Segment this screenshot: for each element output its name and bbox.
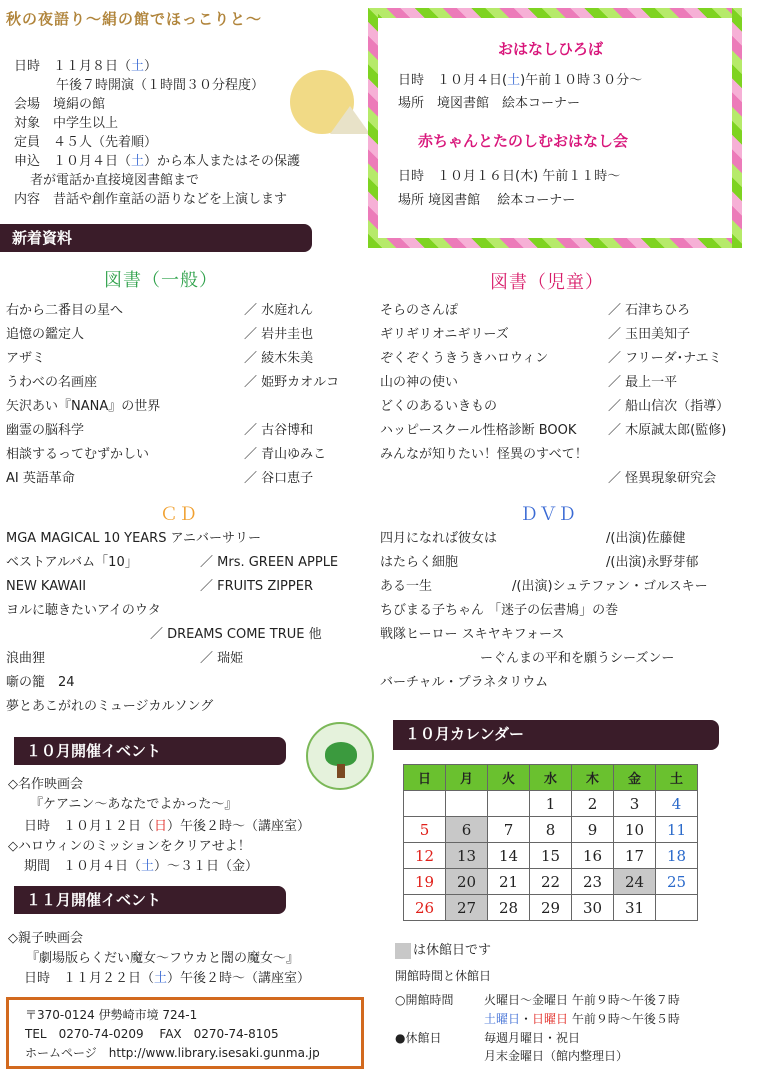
open-hours-label: ○開館時間 bbox=[395, 993, 454, 1007]
calendar-day-cell bbox=[488, 791, 530, 817]
general-book-title: 矢沢あい『NANA』の世界 bbox=[6, 399, 161, 414]
children-book-title: 山の神の使い bbox=[380, 375, 459, 390]
children-book-author: ／ 怪異現象研究会 bbox=[608, 471, 717, 486]
nov-film-title: ◇親子映画会 bbox=[8, 931, 83, 946]
children-book-author: ／ 木原誠太郎(監修) bbox=[608, 423, 727, 438]
calendar-day-cell: 15 bbox=[530, 843, 572, 869]
calendar-weekday-header: 土 bbox=[656, 765, 698, 791]
calendar-weekday-header: 火 bbox=[488, 765, 530, 791]
autumn-date: 日時 １１月８日（土） bbox=[14, 59, 158, 74]
homepage-link[interactable]: ホームページ http://www.library.isesaki.gunma.jp bbox=[25, 1046, 320, 1060]
dvd-credit: /(出演)シュテファン・ゴルスキー bbox=[512, 579, 708, 594]
phone-fax-line: TEL 0270-74-0209 FAX 0270-74-8105 bbox=[25, 1027, 279, 1041]
calendar-day-cell: 10 bbox=[614, 817, 656, 843]
children-book-author: ／ 玉田美知子 bbox=[608, 327, 691, 342]
autumn-event-title: 秋の夜語り～絹の館でほっこりと～ bbox=[6, 10, 263, 28]
dvd-title: ＤＶＤ bbox=[520, 504, 577, 525]
calendar-day-cell: 23 bbox=[572, 869, 614, 895]
cd-title: 浪曲狸 bbox=[6, 651, 46, 666]
cd-title: MGA MAGICAL 10 YEARS アニバーサリー bbox=[6, 531, 261, 546]
calendar-weekday-header: 日 bbox=[404, 765, 446, 791]
general-book-author: ／ 岩井圭也 bbox=[244, 327, 314, 342]
calendar-day-cell: 26 bbox=[404, 895, 446, 921]
dvd-title: ちびまる子ちゃん 「迷子の伝書鳩」の巻 bbox=[380, 603, 619, 618]
general-book-title: うわべの名画座 bbox=[6, 375, 98, 390]
general-book-title: 追憶の鑑定人 bbox=[6, 327, 85, 342]
autumn-capacity: 定員 ４５人（先着順） bbox=[14, 135, 158, 150]
autumn-venue: 会場 境絹の館 bbox=[14, 97, 106, 112]
closed-days-monthend: 月末金曜日（館内整理日） bbox=[484, 1049, 629, 1063]
cd-artist: ／ 瑞姫 bbox=[200, 651, 244, 666]
baby-story-title: 赤ちゃんとたのしむおはなし会 bbox=[418, 132, 629, 150]
calendar-day-cell: 6 bbox=[446, 817, 488, 843]
library-emblem-logo bbox=[306, 722, 374, 790]
children-book-author: ／ フリーダ･ナエミ bbox=[608, 351, 722, 366]
open-hours-weekday: 火曜日～金曜日 午前９時～午後７時 bbox=[484, 993, 680, 1007]
calendar-day-cell: 29 bbox=[530, 895, 572, 921]
calendar-day-cell: 13 bbox=[446, 843, 488, 869]
october-calendar bbox=[403, 764, 698, 921]
cd-title: ベストアルバム「10」 bbox=[6, 555, 138, 570]
calendar-day-cell: 12 bbox=[404, 843, 446, 869]
cd-title: 夢とあこがれのミュージカルソング bbox=[6, 699, 214, 714]
dvd-credit: ーぐんまの平和を願うシーズンー bbox=[480, 651, 675, 666]
general-book-author: ／ 青山ゆみこ bbox=[244, 447, 327, 462]
autumn-apply: 申込 １０月４日（土）から本人またはその保護 bbox=[14, 154, 301, 169]
calendar-day-cell: 11 bbox=[656, 817, 698, 843]
cd-artist: ／ DREAMS COME TRUE 他 bbox=[150, 627, 322, 642]
calendar-weekday-header: 金 bbox=[614, 765, 656, 791]
calendar-day-cell: 27 bbox=[446, 895, 488, 921]
children-book-author: ／ 最上一平 bbox=[608, 375, 678, 390]
october-events-header: １０月開催イベント bbox=[14, 737, 286, 765]
calendar-day-cell: 8 bbox=[530, 817, 572, 843]
calendar-day-cell: 21 bbox=[488, 869, 530, 895]
general-book-author: ／ 姫野カオルコ bbox=[244, 375, 340, 390]
calendar-day-cell bbox=[656, 895, 698, 921]
calendar-day-cell: 2 bbox=[572, 791, 614, 817]
general-book-author: ／ 谷口恵子 bbox=[244, 471, 314, 486]
cd-title: NEW KAWAII bbox=[6, 579, 87, 594]
books-children-title: 図書（児童） bbox=[490, 272, 604, 293]
calendar-day-cell: 17 bbox=[614, 843, 656, 869]
cd-title: ＣＤ bbox=[160, 504, 198, 525]
general-book-title: 幽霊の脳科学 bbox=[6, 423, 85, 438]
closed-day-legend-swatch bbox=[395, 943, 411, 959]
autumn-apply-cont: 者が電話か直接境図書館まで bbox=[30, 173, 200, 188]
dvd-title: バーチャル・プラネタリウム bbox=[380, 675, 549, 690]
closed-days-weekly: 毎週月曜日・祝日 bbox=[484, 1031, 581, 1045]
closed-day-legend: は休館日です bbox=[413, 943, 492, 958]
children-book-title: ハッピースクール性格診断 BOOK bbox=[380, 423, 577, 438]
general-book-author: ／ 綾木朱美 bbox=[244, 351, 314, 366]
oct-film-title: ◇名作映画会 bbox=[8, 777, 83, 792]
calendar-day-cell: 16 bbox=[572, 843, 614, 869]
autumn-target: 対象 中学生以上 bbox=[14, 116, 119, 131]
dvd-title: 四月になれば彼女は bbox=[380, 531, 498, 546]
oct-film-date: 日時 １０月１２日（日）午後２時～（講座室） bbox=[24, 819, 311, 834]
address-line: 〒370-0124 伊勢崎市境 724-1 bbox=[25, 1008, 198, 1022]
baby-story-date: 日時 １０月１６日(木) 午前１１時～ bbox=[398, 169, 621, 184]
calendar-day-cell: 5 bbox=[404, 817, 446, 843]
open-hours-weekend: 土曜日・日曜日 午前９時～午後５時 bbox=[484, 1012, 680, 1026]
nov-film-name: 『劇場版らくだい魔女～フウカと闇の魔女～』 bbox=[26, 951, 300, 966]
ohanashi-hiroba-title: おはなしひろば bbox=[498, 40, 604, 58]
calendar-day-cell: 7 bbox=[488, 817, 530, 843]
hours-title: 開館時間と休館日 bbox=[395, 969, 492, 983]
calendar-day-cell: 3 bbox=[614, 791, 656, 817]
dvd-credit: /(出演)永野芽郁 bbox=[606, 555, 699, 570]
ohanashi-place: 場所 境図書館 絵本コーナー bbox=[398, 96, 581, 111]
calendar-day-cell: 9 bbox=[572, 817, 614, 843]
calendar-day-cell: 14 bbox=[488, 843, 530, 869]
dango-stand-illustration bbox=[330, 106, 370, 134]
calendar-day-cell: 30 bbox=[572, 895, 614, 921]
dvd-title: はたらく細胞 bbox=[380, 555, 459, 570]
cd-title: 噺の籠 24 bbox=[6, 675, 75, 690]
cd-title: ヨルに聴きたいアイのウタ bbox=[6, 603, 161, 618]
general-book-title: 相談するってむずかしい bbox=[6, 447, 150, 462]
november-events-header: １１月開催イベント bbox=[14, 886, 286, 914]
baby-story-place: 場所 境図書館 絵本コーナー bbox=[398, 193, 576, 208]
books-general-title: 図書（一般） bbox=[104, 270, 218, 291]
ohanashi-date: 日時 １０月４日(土)午前１０時３０分～ bbox=[398, 73, 643, 88]
closed-days-label: ●休館日 bbox=[395, 1031, 442, 1045]
calendar-day-cell: 1 bbox=[530, 791, 572, 817]
general-book-title: アザミ bbox=[6, 351, 46, 366]
dvd-title: ある一生 bbox=[380, 579, 433, 594]
dvd-credit: /(出演)佐藤健 bbox=[606, 531, 686, 546]
calendar-day-cell: 22 bbox=[530, 869, 572, 895]
calendar-day-cell bbox=[446, 791, 488, 817]
general-book-title: AI 英語革命 bbox=[6, 471, 75, 486]
new-materials-header: 新着資料 bbox=[0, 224, 312, 252]
calendar-day-cell bbox=[404, 791, 446, 817]
children-book-title: みんなが知りたい！怪異のすべて！ bbox=[380, 447, 588, 462]
calendar-weekday-header: 木 bbox=[572, 765, 614, 791]
library-address-box bbox=[6, 997, 364, 1069]
children-book-author: ／ 船山信次（指導） bbox=[608, 399, 730, 414]
dvd-title: 戦隊ヒーロー スキヤキフォース bbox=[380, 627, 565, 642]
children-book-author: ／ 石津ちひろ bbox=[608, 303, 691, 318]
autumn-time: 午後７時開演（１時間３０分程度） bbox=[56, 78, 265, 93]
calendar-day-cell: 19 bbox=[404, 869, 446, 895]
calendar-day-cell: 24 bbox=[614, 869, 656, 895]
storytime-notice-box bbox=[368, 8, 742, 248]
calendar-weekday-header: 月 bbox=[446, 765, 488, 791]
cd-artist: ／ Mrs. GREEN APPLE bbox=[200, 555, 339, 570]
calendar-day-cell: 20 bbox=[446, 869, 488, 895]
oct-halloween-title: ◇ハロウィンのミッションをクリアせよ！ bbox=[8, 839, 251, 854]
children-book-title: どくのあるいきもの bbox=[380, 399, 498, 414]
children-book-title: ギリギリオニギリーズ bbox=[380, 327, 509, 342]
children-book-title: ぞくぞくうきうきハロウィン bbox=[380, 351, 549, 366]
calendar-weekday-header: 水 bbox=[530, 765, 572, 791]
calendar-day-cell: 4 bbox=[656, 791, 698, 817]
general-book-title: 右から二番目の星へ bbox=[6, 303, 124, 318]
october-calendar-header: １０月カレンダー bbox=[393, 720, 719, 750]
cd-artist: ／ FRUITS ZIPPER bbox=[200, 579, 313, 594]
general-book-author: ／ 水庭れん bbox=[244, 303, 314, 318]
calendar-day-cell: 18 bbox=[656, 843, 698, 869]
autumn-content: 内容 昔話や創作童話の語りなどを上演します bbox=[14, 192, 288, 207]
calendar-day-cell: 31 bbox=[614, 895, 656, 921]
oct-halloween-period: 期間 １０月４日（土）～３１日（金） bbox=[24, 859, 259, 874]
oct-film-name: 『ケアニン～あなたでよかった～』 bbox=[30, 797, 238, 812]
calendar-day-cell: 28 bbox=[488, 895, 530, 921]
calendar-day-cell: 25 bbox=[656, 869, 698, 895]
nov-film-date: 日時 １１月２２日（土）午後２時～（講座室） bbox=[24, 971, 311, 986]
children-book-title: そらのさんぽ bbox=[380, 303, 459, 318]
general-book-author: ／ 古谷博和 bbox=[244, 423, 314, 438]
